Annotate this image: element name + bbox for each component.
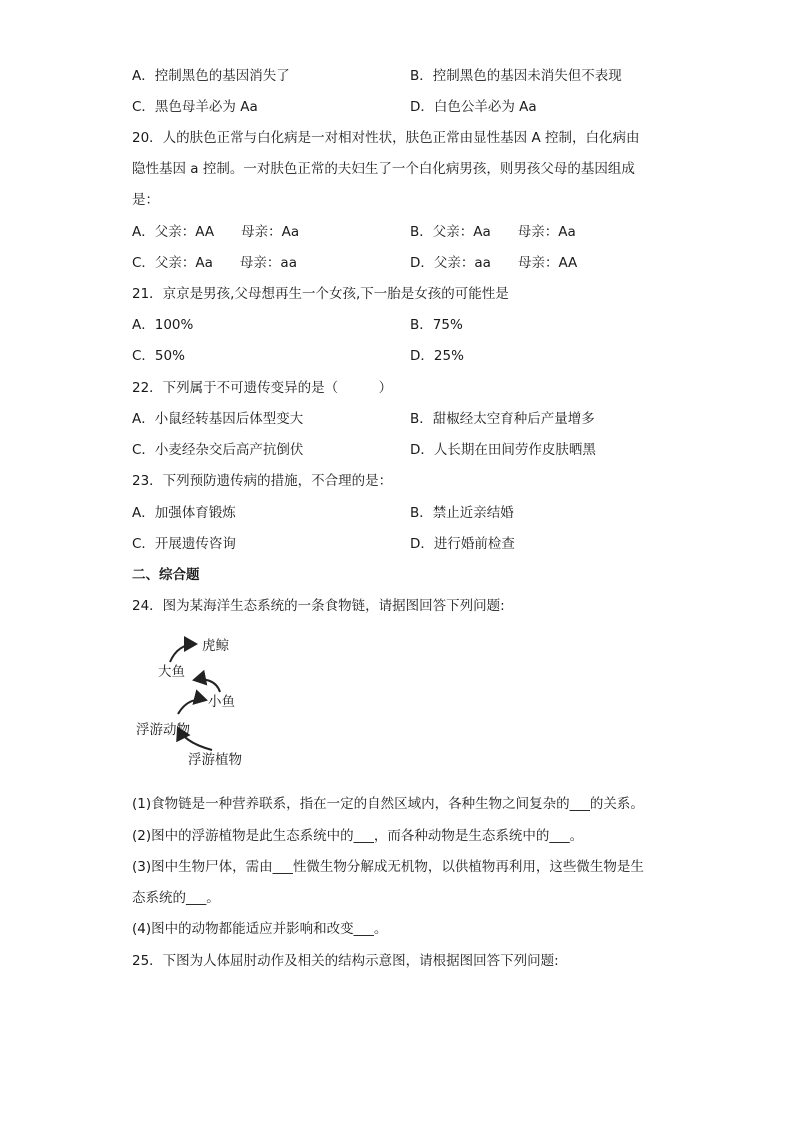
q23-stem: 23．下列预防遗传病的措施，不合理的是： [132,473,393,489]
q23-option-b: B．禁止近亲结婚 [410,505,514,521]
q22-option-b: B．甜椒经太空育种后产量增多 [410,411,595,427]
q24-part-1: (1)食物链是一种营养联系，指在一定的自然区域内，各种生物之间复杂的___的关系。 [132,796,644,812]
q25-stem: 25．下图为人体屈肘动作及相关的结构示意图，请根据图回答下列问题: [132,953,559,969]
arrow-zoo-to-smallfish [178,699,206,714]
q24-part-3-line-2: 态系统的___。 [132,890,220,906]
q24-stem: 24．图为某海洋生态系统的一条食物链，请据图回答下列问题: [132,598,505,614]
q23-option-c: C．开展遗传咨询 [132,536,236,552]
section-heading: 二、综合题 [132,567,200,583]
q21-option-b: B．75% [410,317,463,333]
q20-stem-line-1: 20．人的肤色正常与白化病是一对相对性状，肤色正常由显性基因 A 控制，白化病由 [132,130,640,146]
q19-option-d: D．白色公羊必为 Aa [410,99,537,115]
q24-part-4: (4)图中的动物都能适应并影响和改变___。 [132,921,388,937]
q20-option-c: C．父亲：Aa 母亲：aa [132,255,297,271]
label-zooplankton: 浮游动物 [136,722,190,738]
label-big-fish: 大鱼 [158,664,185,680]
q20-stem-line-2: 隐性基因 a 控制。一对肤色正常的夫妇生了一个白化病男孩，则男孩父母的基因组成 [132,161,635,177]
q21-stem: 21．京京是男孩,父母想再生一个女孩,下一胎是女孩的可能性是 [132,286,509,302]
q21-option-a: A．100% [132,317,194,333]
q22-option-c: C．小麦经杂交后高产抗倒伏 [132,442,304,458]
label-small-fish: 小鱼 [208,694,235,710]
q22-option-d: D．人长期在田间劳作皮肤晒黑 [410,442,596,458]
q19-option-b: B．控制黑色的基因未消失但不表现 [410,68,622,84]
q23-option-a: A．加强体育锻炼 [132,505,236,521]
q19-option-a: A．控制黑色的基因消失了 [132,68,290,84]
q20-option-a: A．父亲：AA 母亲：Aa [132,224,300,240]
q23-option-d: D．进行婚前检查 [410,536,515,552]
q22-stem: 22．下列属于不可遗传变异的是（ ） [132,380,393,396]
q20-option-d: D．父亲：aa 母亲：AA [410,255,578,271]
label-orca: 虎鲸 [202,638,229,654]
q20-stem-line-3: 是： [132,192,159,208]
q21-option-d: D．25% [410,348,464,364]
q22-option-a: A．小鼠经转基因后体型变大 [132,411,304,427]
q24-part-2: (2)图中的浮游植物是此生态系统中的___，而各种动物是生态系统中的___。 [132,828,584,844]
label-phytoplankton: 浮游植物 [188,752,242,768]
q21-option-c: C．50% [132,348,185,364]
q20-option-b: B．父亲：Aa 母亲：Aa [410,224,576,240]
q19-option-c: C．黑色母羊必为 Aa [132,99,258,115]
q24-part-3-line-1: (3)图中生物尸体，需由___性微生物分解成无机物，以供植物再利用，这些微生物是生 [132,859,644,875]
food-chain-diagram [120,628,280,778]
